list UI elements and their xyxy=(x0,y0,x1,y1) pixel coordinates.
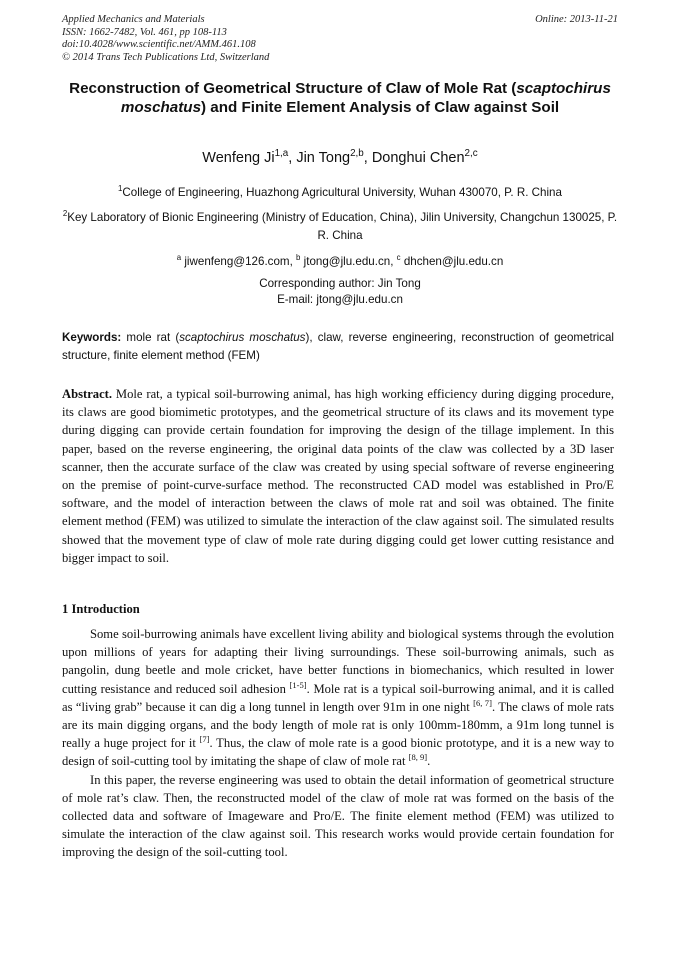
email-address[interactable]: dhchen@jlu.edu.cn xyxy=(403,255,504,268)
email-mark: a xyxy=(176,253,182,263)
affiliation-1 xyxy=(62,184,618,202)
author-separator: , xyxy=(363,150,372,166)
keywords-text: ), claw, reverse engineering, reconstruction of geometrical structure, finite element method (FEM) xyxy=(62,331,615,362)
issn-line: ISSN: 1662-7482, Vol. 461, pp 108-113 xyxy=(62,26,227,38)
affiliation-text: Key Laboratory of Bionic Engineering (Ministry of Education, China), Jilin University, Changchun 130025, P. R. China xyxy=(67,211,618,242)
introduction-body xyxy=(62,625,614,862)
keywords-label: Keywords: xyxy=(62,331,122,344)
journal-header xyxy=(62,14,618,64)
author-list xyxy=(62,149,618,167)
author-separator: , xyxy=(288,150,297,166)
author-name: Jin Tong xyxy=(296,150,351,166)
affiliation-mark: 1 xyxy=(118,184,123,194)
paragraph-text: . Thus, the claw of mole rate is a good bionic prototype, and it is a new way to design of soil-cutting tool by imitating the shape of claw of mole rat xyxy=(62,736,614,769)
corresponding-email-line: E-mail: jtong@jlu.edu.cn xyxy=(277,293,403,306)
online-date: Online: 2013-11-21 xyxy=(535,14,618,25)
citation: [8, 9] xyxy=(408,752,428,763)
paragraph-text: . The claws of mole rats are its main digging organs, and the body length of mole rat is only 100mm-180mm, a 91m long tunnel is really a huge project for it xyxy=(62,699,615,751)
section-heading: 1 Introduction xyxy=(62,602,140,616)
email-separator: , xyxy=(390,255,397,268)
author-affiliation-mark: 2,b xyxy=(350,148,364,160)
corresponding-author xyxy=(62,276,618,308)
title-part-2: ) and Finite Element Analysis of Claw against Soil xyxy=(201,99,560,116)
author-name: Wenfeng Ji xyxy=(202,150,275,166)
author-affiliation-mark: 1,a xyxy=(274,148,289,160)
intro-paragraph-1 xyxy=(62,625,614,771)
email-mark: c xyxy=(396,253,401,263)
abstract-label: Abstract. xyxy=(62,387,113,401)
email-separator: , xyxy=(289,255,297,268)
paragraph-text: . xyxy=(427,754,431,769)
citation: [7] xyxy=(199,734,210,745)
author-affiliation-mark: 2,c xyxy=(464,148,478,160)
keywords xyxy=(62,329,614,365)
doi-line: doi:10.4028/www.scientific.net/AMM.461.108 xyxy=(62,39,256,50)
abstract xyxy=(62,385,614,567)
citation: [1-5] xyxy=(289,679,307,690)
copyright-line: © 2014 Trans Tech Publications Ltd, Switzerland xyxy=(62,51,270,63)
email-address[interactable]: jiwenfeng@126.com xyxy=(184,255,290,268)
citation: [6, 7] xyxy=(473,697,492,708)
affiliation-mark: 2 xyxy=(62,209,68,219)
author-name: Donghui Chen xyxy=(371,150,465,166)
keywords-text: mole rat ( xyxy=(121,331,180,344)
intro-paragraph-2: In this paper, the reverse engineering was used to obtain the detail information of geometrical structure of mole rat’s claw. Then, the reconstructed model of the claw of mole rat was formed on the basis of the collected data and software of Imageware and Pro/E. The finite element method (FEM) was utilized to simulate the interaction of the claw against soil. This research works would provide certain foundation for improving the design of the soil-cutting tool. xyxy=(62,772,614,860)
title-species: scaptochirus moschatus xyxy=(120,80,611,116)
journal-name: Applied Mechanics and Materials xyxy=(62,14,205,25)
email-mark: b xyxy=(296,253,301,263)
paragraph-text: Some soil-burrowing animals have excellent living ability and biological systems through the evolution upon millions of years for adapting their living surroundings. These soil-burrowing animals, such as pangolin, dung beetle and mole cricket, have better functions in biomechanics, which resulted in lower cutting resistance and reduced soil adhesion xyxy=(62,627,614,696)
title-part-1: Reconstruction of Geometrical Structure of Claw of Mole Rat ( xyxy=(69,80,517,97)
corresponding-author-line: Corresponding author: Jin Tong xyxy=(259,277,421,290)
abstract-text: Mole rat, a typical soil-burrowing animal, has high working efficiency during digging procedure, its claws are good biomimetic prototypes, and the geometrical structure of its claws and its movement type during digging can provide certain foundation for improving the design of the tillage implement. In this paper, based on the reverse engineering, the original data points of the claw was collected by a 3D laser scanner, then the accurate surface of the claw was created by using special software of reverse engineering on the premise of point-curve-surface method. The reconstructed CAD model was established in Pro/E software, and the model of interaction between the claws of mole rat and soil was obtained. The finite element method (FEM) was utilized to simulate the interaction of the claw against soil. The simulated results showed that the movement type of claw of mole rate during digging could get lower cutting resistance and bigger impact to soil. xyxy=(62,387,614,565)
affiliation-2 xyxy=(62,209,618,245)
paragraph-text: . Mole rat is a typical soil-burrowing animal, and it is called as “living grab” because it can dig a long tunnel in length over 91m in one night xyxy=(62,681,614,714)
affiliation-text: College of Engineering, Huazhong Agricultural University, Wuhan 430070, P. R. China xyxy=(122,186,562,199)
paper-title xyxy=(62,79,618,117)
email-address[interactable]: jtong@jlu.edu.cn xyxy=(303,255,391,268)
email-list xyxy=(62,253,618,271)
keywords-species: scaptochirus moschatus xyxy=(179,331,306,344)
